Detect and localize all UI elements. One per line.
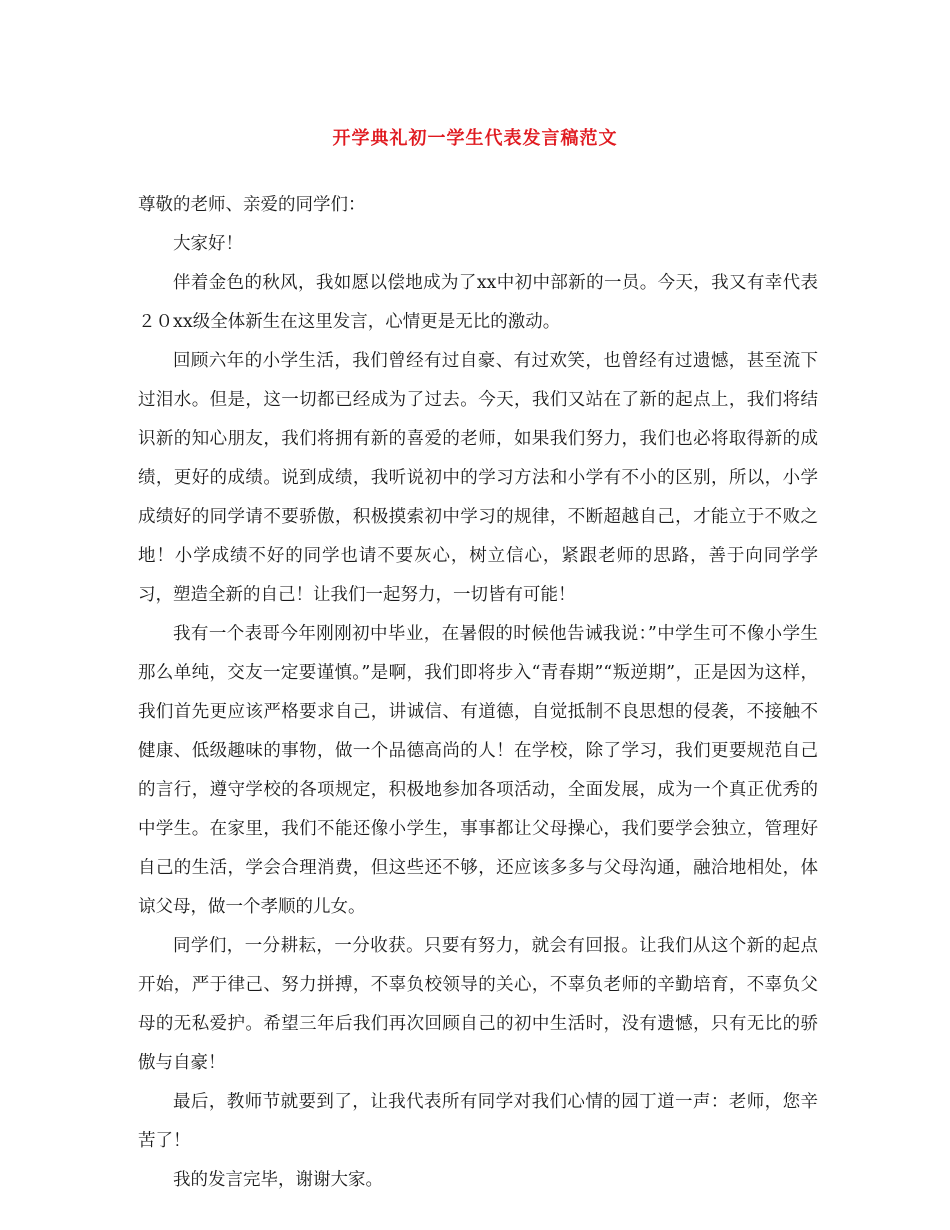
document-body — [138, 186, 818, 1200]
paragraph-introduction: 伴着金色的秋风，我如愿以偿地成为了xx中初中部新的一员。今天，我又有幸代表２０xx级全体新生在这里发言，心情更是无比的激动。 — [138, 273, 818, 332]
salutation: 尊敬的老师、亲爱的同学们： — [138, 195, 366, 215]
paragraph-thanks-teachers: 最后，教师节就要到了，让我代表所有同学对我们心情的园丁道一声：老师，您辛苦了！ — [138, 1092, 818, 1151]
document-title: 开学典礼初一学生代表发言稿范文 — [332, 128, 618, 149]
paragraph-advice: 我有一个表哥今年刚刚初中毕业，在暑假的时候他告诫我说：”中学生可不像小学生那么单纯，交友一定要谨慎。”是啊，我们即将步入“青春期”“叛逆期”，正是因为这样，我们首先更应该严格要求自己，讲诚信、有道德，自觉抵制不良思想的侵袭，不接触不健康、低级趣味的事物，做一个品德高尚的人！在学校，除了学习，我们更要规范自己的言行，遵守学校的各项规定，积极地参加各项活动，全面发展，成为一个真正优秀的中学生。在家里，我们不能还像小学生，事事都让父母操心，我们要学会独立，管理好自己的生活，学会合理消费，但这些还不够，还应该多多与父母沟通，融洽地相处，体谅父母，做一个孝顺的儿女。 — [138, 624, 818, 917]
paragraph-review: 回顾六年的小学生活，我们曾经有过自豪、有过欢笑，也曾经有过遗憾，甚至流下过泪水。但是，这一切都已经成为了过去。今天，我们又站在了新的起点上，我们将结识新的知心朋友，我们将拥有新的喜爱的老师，如果我们努力，我们也必将取得新的成绩，更好的成绩。说到成绩，我听说初中的学习方法和小学有不小的区别，所以，小学成绩好的同学请不要骄傲，积极摸索初中学习的规律，不断超越自己，才能立于不败之地！小学成绩不好的同学也请不要灰心，树立信心，紧跟老师的思路，善于向同学学习，塑造全新的自己！让我们一起努力，一切皆有可能！ — [138, 351, 818, 605]
paragraph-greeting: 大家好！ — [173, 234, 243, 254]
paragraph-encouragement: 同学们，一分耕耘，一分收获。只要有努力，就会有回报。让我们从这个新的起点开始，严于律己、努力拼搏，不辜负校领导的关心，不辜负老师的辛勤培育，不辜负父母的无私爱护。希望三年后我们再次回顾自己的初中生活时，没有遗憾，只有无比的骄傲与自豪！ — [138, 936, 818, 1073]
paragraph-closing: 我的发言完毕，谢谢大家。 — [173, 1170, 383, 1190]
